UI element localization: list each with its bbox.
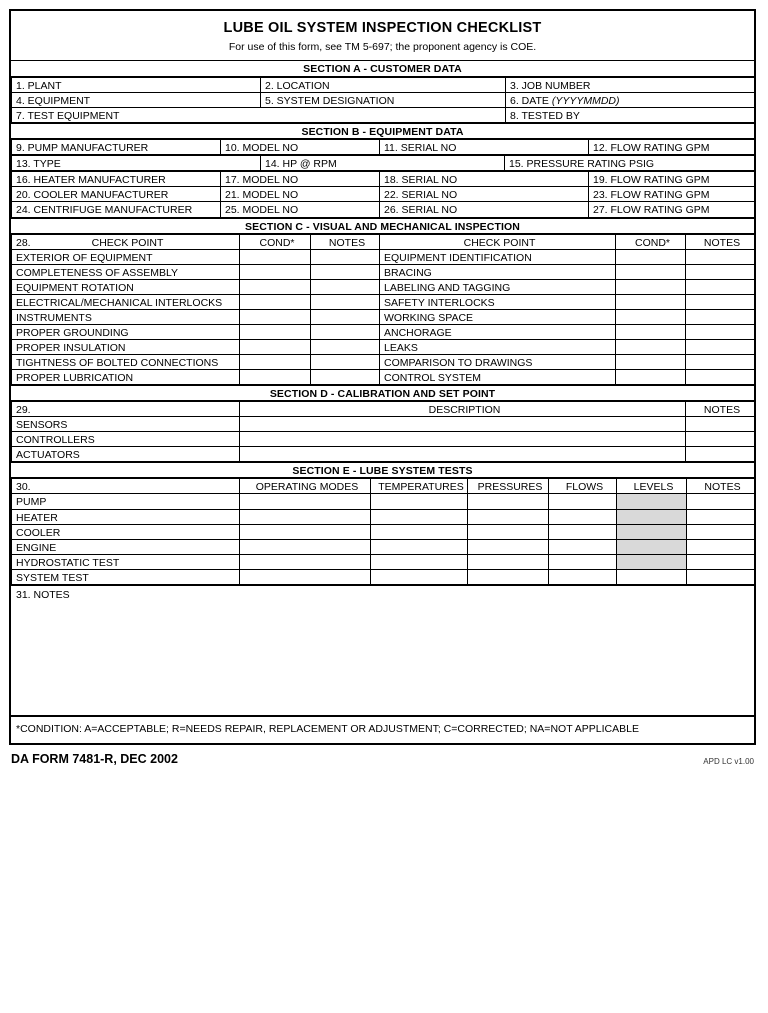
field-pressure-rating[interactable]: 15. PRESSURE RATING PSIG <box>505 156 755 171</box>
test-row-label: ENGINE <box>12 539 240 554</box>
field-centrifuge-serial-no[interactable]: 26. SERIAL NO <box>380 202 589 217</box>
field-test-equipment[interactable]: 7. TEST EQUIPMENT <box>12 108 506 123</box>
section-e-bar: SECTION E - LUBE SYSTEM TESTS <box>11 462 754 478</box>
table-row <box>12 249 755 264</box>
notes-cell-right[interactable] <box>686 324 755 339</box>
section-c-header-checkpoint-left <box>12 234 240 249</box>
item-number-29: 29. <box>16 404 31 417</box>
cond-cell-right[interactable] <box>616 355 686 370</box>
table-row <box>12 539 755 554</box>
field-date-format: (YYYYMMDD) <box>551 95 620 108</box>
operating-modes-cell[interactable] <box>240 569 371 584</box>
table-row <box>12 202 755 217</box>
description-cell[interactable] <box>240 432 686 447</box>
checkpoint-label-right: ANCHORAGE <box>380 324 616 339</box>
field-centrifuge-manufacturer[interactable]: 24. CENTRIFUGE MANUFACTURER <box>12 202 221 217</box>
section-c-table <box>11 234 755 386</box>
table-row <box>12 370 755 385</box>
operating-modes-cell[interactable] <box>240 554 371 569</box>
temperatures-cell[interactable] <box>371 524 468 539</box>
notes-cell[interactable] <box>687 569 755 584</box>
temperatures-cell[interactable] <box>371 509 468 524</box>
checkpoint-label-left: PROPER GROUNDING <box>12 324 240 339</box>
cond-cell-right[interactable] <box>616 294 686 309</box>
cond-cell-left[interactable] <box>240 309 311 324</box>
table-row <box>12 264 755 279</box>
table-row <box>12 279 755 294</box>
field-centrifuge-model-no[interactable]: 25. MODEL NO <box>221 202 380 217</box>
field-heater-model-no[interactable]: 17. MODEL NO <box>221 172 380 187</box>
notes-cell-left[interactable] <box>311 279 380 294</box>
cond-cell-right[interactable] <box>616 324 686 339</box>
cond-cell-right[interactable] <box>616 249 686 264</box>
field-date[interactable] <box>506 93 755 108</box>
cond-cell-left[interactable] <box>240 264 311 279</box>
section-c-header-cond-left: COND* <box>240 234 311 249</box>
field-cooler-manufacturer[interactable]: 20. COOLER MANUFACTURER <box>12 187 221 202</box>
notes-cell[interactable] <box>687 524 755 539</box>
field-location[interactable]: 2. LOCATION <box>261 78 506 93</box>
levels-cell <box>617 494 687 509</box>
section-d-header-notes: NOTES <box>686 402 755 417</box>
item-number-28: 28. <box>16 236 31 249</box>
notes-cell[interactable] <box>686 417 755 432</box>
notes-cell-right[interactable] <box>686 294 755 309</box>
calibration-row-label: SENSORS <box>12 417 240 432</box>
field-cooler-flow-rating[interactable]: 23. FLOW RATING GPM <box>589 187 755 202</box>
levels-cell <box>617 554 687 569</box>
notes-cell-right[interactable] <box>686 309 755 324</box>
form-header <box>11 11 754 61</box>
notes-cell[interactable] <box>686 447 755 462</box>
cond-cell-left[interactable] <box>240 279 311 294</box>
checkpoint-label-right: LABELING AND TAGGING <box>380 279 616 294</box>
flows-cell[interactable] <box>549 524 617 539</box>
page-title: LUBE OIL SYSTEM INSPECTION CHECKLIST <box>223 20 542 36</box>
section-e-header-operating-modes: OPERATING MODES <box>240 479 371 494</box>
apd-version-label: APD LC v1.00 <box>703 756 754 766</box>
table-row <box>12 494 755 509</box>
table-row <box>12 140 755 155</box>
table-header-row <box>12 479 755 494</box>
item-number-30: 30. <box>16 481 31 494</box>
header-label: CHECK POINT <box>91 236 164 249</box>
section-c-header-checkpoint-right: CHECK POINT <box>380 234 616 249</box>
section-d-table <box>11 401 755 462</box>
section-c-bar: SECTION C - VISUAL AND MECHANICAL INSPECTION <box>11 218 754 234</box>
pressures-cell[interactable] <box>468 539 549 554</box>
section-d-item-cell <box>12 402 240 417</box>
pressures-cell[interactable] <box>468 524 549 539</box>
temperatures-cell[interactable] <box>371 569 468 584</box>
notes-cell-left[interactable] <box>311 264 380 279</box>
checkpoint-label-right: SAFETY INTERLOCKS <box>380 294 616 309</box>
cond-cell-left[interactable] <box>240 324 311 339</box>
field-centrifuge-flow-rating[interactable]: 27. FLOW RATING GPM <box>589 202 755 217</box>
notes-cell[interactable] <box>687 509 755 524</box>
checkpoint-label-right: COMPARISON TO DRAWINGS <box>380 355 616 370</box>
test-row-label: HYDROSTATIC TEST <box>12 554 240 569</box>
table-row <box>12 339 755 354</box>
section-b-table-row3 <box>11 171 755 217</box>
checkpoint-label-left: EQUIPMENT ROTATION <box>12 279 240 294</box>
section-b-table-row2 <box>11 155 755 171</box>
condition-legend: *CONDITION: A=ACCEPTABLE; R=NEEDS REPAIR, REPLACEMENT OR ADJUSTMENT; C=CORRECTED; NA=NOT APPLICABLE <box>11 715 754 743</box>
section-c-header-notes-left: NOTES <box>311 234 380 249</box>
checkpoint-label-left: INSTRUMENTS <box>12 309 240 324</box>
table-row <box>12 509 755 524</box>
notes-cell[interactable] <box>687 494 755 509</box>
notes-cell-left[interactable] <box>311 355 380 370</box>
notes-cell-right[interactable] <box>686 279 755 294</box>
notes-block[interactable]: 31. NOTES <box>11 585 754 715</box>
notes-cell-left[interactable] <box>311 249 380 264</box>
levels-cell <box>617 539 687 554</box>
levels-cell[interactable] <box>617 569 687 584</box>
section-a-bar: SECTION A - CUSTOMER DATA <box>11 61 754 77</box>
temperatures-cell[interactable] <box>371 539 468 554</box>
form-id-label: DA FORM 7481-R, DEC 2002 <box>11 751 178 766</box>
table-row <box>12 524 755 539</box>
pressures-cell[interactable] <box>468 569 549 584</box>
notes-cell-left[interactable] <box>311 294 380 309</box>
cond-cell-right[interactable] <box>616 339 686 354</box>
field-pump-manufacturer[interactable]: 9. PUMP MANUFACTURER <box>12 140 221 155</box>
field-plant[interactable]: 1. PLANT <box>12 78 261 93</box>
checkpoint-label-left: PROPER LUBRICATION <box>12 370 240 385</box>
cond-cell-left[interactable] <box>240 370 311 385</box>
field-heater-flow-rating[interactable]: 19. FLOW RATING GPM <box>589 172 755 187</box>
section-b-bar: SECTION B - EQUIPMENT DATA <box>11 123 754 139</box>
section-e-header-flows: FLOWS <box>549 479 617 494</box>
section-e-body <box>12 494 755 584</box>
field-cooler-serial-no[interactable]: 22. SERIAL NO <box>380 187 589 202</box>
operating-modes-cell[interactable] <box>240 494 371 509</box>
table-row <box>12 417 755 432</box>
calibration-row-label: ACTUATORS <box>12 447 240 462</box>
checkpoint-label-left: ELECTRICAL/MECHANICAL INTERLOCKS <box>12 294 240 309</box>
notes-cell-right[interactable] <box>686 370 755 385</box>
table-row <box>12 172 755 187</box>
temperatures-cell[interactable] <box>371 494 468 509</box>
notes-cell-left[interactable] <box>311 339 380 354</box>
field-system-designation[interactable]: 5. SYSTEM DESIGNATION <box>261 93 506 108</box>
checkpoint-label-left: COMPLETENESS OF ASSEMBLY <box>12 264 240 279</box>
table-row <box>12 432 755 447</box>
pressures-cell[interactable] <box>468 494 549 509</box>
field-pump-flow-rating[interactable]: 12. FLOW RATING GPM <box>589 140 755 155</box>
checkpoint-label-right: WORKING SPACE <box>380 309 616 324</box>
operating-modes-cell[interactable] <box>240 539 371 554</box>
checkpoint-label-right: LEAKS <box>380 339 616 354</box>
field-equipment[interactable]: 4. EQUIPMENT <box>12 93 261 108</box>
flows-cell[interactable] <box>549 539 617 554</box>
cond-cell-right[interactable] <box>616 309 686 324</box>
notes-cell[interactable] <box>686 432 755 447</box>
field-tested-by[interactable]: 8. TESTED BY <box>506 108 755 123</box>
section-e-header-notes: NOTES <box>687 479 755 494</box>
notes-cell-right[interactable] <box>686 355 755 370</box>
notes-cell-right[interactable] <box>686 264 755 279</box>
field-pump-serial-no[interactable]: 11. SERIAL NO <box>380 140 589 155</box>
table-row <box>12 294 755 309</box>
table-row <box>12 187 755 202</box>
cond-cell-right[interactable] <box>616 264 686 279</box>
table-row <box>12 554 755 569</box>
table-row <box>12 93 755 108</box>
checkpoint-label-left: PROPER INSULATION <box>12 339 240 354</box>
section-d-body <box>12 417 755 462</box>
cond-cell-left[interactable] <box>240 339 311 354</box>
field-pump-model-no[interactable]: 10. MODEL NO <box>221 140 380 155</box>
operating-modes-cell[interactable] <box>240 509 371 524</box>
field-job-number[interactable]: 3. JOB NUMBER <box>506 78 755 93</box>
notes-cell-left[interactable] <box>311 309 380 324</box>
checkpoint-label-right: EQUIPMENT IDENTIFICATION <box>380 249 616 264</box>
checkpoint-label-left: TIGHTNESS OF BOLTED CONNECTIONS <box>12 355 240 370</box>
checkpoint-label-right: CONTROL SYSTEM <box>380 370 616 385</box>
section-a-table <box>11 77 755 123</box>
field-type[interactable]: 13. TYPE <box>12 156 261 171</box>
section-e-header-pressures: PRESSURES <box>468 479 549 494</box>
pressures-cell[interactable] <box>468 509 549 524</box>
section-d-header-description: DESCRIPTION <box>240 402 686 417</box>
form-body <box>9 9 756 745</box>
pressures-cell[interactable] <box>468 554 549 569</box>
field-hp-rpm[interactable]: 14. HP @ RPM <box>261 156 505 171</box>
notes-cell-left[interactable] <box>311 324 380 339</box>
section-e-header-levels: LEVELS <box>617 479 687 494</box>
checkpoint-label-left: EXTERIOR OF EQUIPMENT <box>12 249 240 264</box>
flows-cell[interactable] <box>549 509 617 524</box>
temperatures-cell[interactable] <box>371 554 468 569</box>
checkpoint-label-right: BRACING <box>380 264 616 279</box>
field-heater-serial-no[interactable]: 18. SERIAL NO <box>380 172 589 187</box>
section-e-header-temperatures: TEMPERATURES <box>371 479 468 494</box>
calibration-row-label: CONTROLLERS <box>12 432 240 447</box>
table-row <box>12 309 755 324</box>
levels-cell <box>617 524 687 539</box>
cond-cell-left[interactable] <box>240 294 311 309</box>
notes-cell-right[interactable] <box>686 249 755 264</box>
description-cell[interactable] <box>240 417 686 432</box>
section-e-item-cell <box>12 479 240 494</box>
table-row <box>12 108 755 123</box>
section-c-body <box>12 249 755 385</box>
table-row <box>12 324 755 339</box>
flows-cell[interactable] <box>549 554 617 569</box>
table-header-row <box>12 234 755 249</box>
form-footer <box>9 752 756 772</box>
cond-cell-left[interactable] <box>240 355 311 370</box>
table-row <box>12 355 755 370</box>
table-row <box>12 156 755 171</box>
field-date-label: 6. DATE <box>510 95 552 108</box>
flows-cell[interactable] <box>549 569 617 584</box>
cond-cell-left[interactable] <box>240 249 311 264</box>
flows-cell[interactable] <box>549 494 617 509</box>
table-row <box>12 78 755 93</box>
operating-modes-cell[interactable] <box>240 524 371 539</box>
test-row-label: HEATER <box>12 509 240 524</box>
section-b-table <box>11 139 755 155</box>
section-c-header-cond-right: COND* <box>616 234 686 249</box>
levels-cell <box>617 509 687 524</box>
form-subtitle: For use of this form, see TM 5-697; the proponent agency is COE. <box>228 41 537 53</box>
cond-cell-right[interactable] <box>616 279 686 294</box>
notes-cell[interactable] <box>687 554 755 569</box>
test-row-label: SYSTEM TEST <box>12 569 240 584</box>
test-row-label: COOLER <box>12 524 240 539</box>
table-header-row <box>12 402 755 417</box>
field-cooler-model-no[interactable]: 21. MODEL NO <box>221 187 380 202</box>
table-row <box>12 447 755 462</box>
notes-cell-right[interactable] <box>686 339 755 354</box>
table-row <box>12 569 755 584</box>
section-c-header-notes-right: NOTES <box>686 234 755 249</box>
section-d-bar: SECTION D - CALIBRATION AND SET POINT <box>11 385 754 401</box>
description-cell[interactable] <box>240 447 686 462</box>
test-row-label: PUMP <box>12 494 240 509</box>
notes-cell[interactable] <box>687 539 755 554</box>
section-e-table <box>11 478 755 584</box>
cond-cell-right[interactable] <box>616 370 686 385</box>
notes-cell-left[interactable] <box>311 370 380 385</box>
field-heater-manufacturer[interactable]: 16. HEATER MANUFACTURER <box>12 172 221 187</box>
